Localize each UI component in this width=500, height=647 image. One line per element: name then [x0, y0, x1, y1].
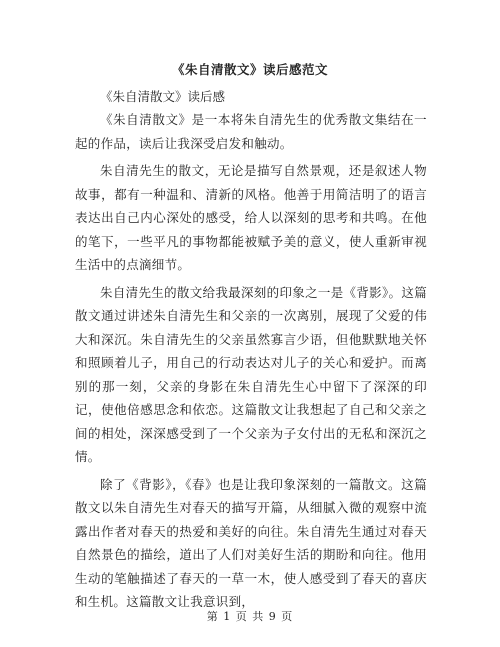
document-title: 《朱自清散文》读后感范文	[171, 62, 328, 77]
paragraph: 朱自清先生的散文，无论是描写自然景观，还是叙述人物故事，都有一种温和、清新的风格。他善于用简洁明了的语言表达出自己内心深处的感受，给人以深刻的思考和共鸣。在他的笔下，一些平凡的事物都能被赋予美的意义，使人重新审视生活中的点滴细节。	[75, 163, 427, 272]
paragraph: 《朱自清散文》是一本将朱自清先生的优秀散文集结在一起的作品，读后让我深受启发和触动。	[75, 112, 427, 151]
document-body	[75, 108, 427, 618]
paragraph: 朱自清先生的散文给我最深刻的印象之一是《背影》。这篇散文通过讲述朱自清先生和父亲的一次离别，展现了父爱的伟大和深沉。朱自清先生的父亲虽然寡言少语，但他默默地关怀和照顾着儿子，用自己的行动表达对儿子的关心和爱护。而离别的那一刻，父亲的身影在朱自清先生心中留下了深深的印记，使他倍感思念和依恋。这篇散文让我想起了自己和父亲之间的相处，深深感受到了一个父亲为子女付出的无私和深沉之情。	[75, 284, 427, 464]
document-subtitle: 《朱自清散文》读后感	[100, 89, 226, 104]
paragraph: 除了《背影》，《春》也是让我印象深刻的一篇散文。这篇散文以朱自清先生对春天的描写开篇，从细腻入微的观察中流露出作者对春天的热爱和美好的向往。朱自清先生通过对春天自然景色的描绘，道出了人们对美好生活的期盼和向往。他用生动的笔触描述了春天的一草一木，使人感受到了春天的喜庆和生机。这篇散文让我意识到，	[75, 476, 427, 609]
page-footer: 第 1 页 共 9 页	[206, 610, 294, 623]
